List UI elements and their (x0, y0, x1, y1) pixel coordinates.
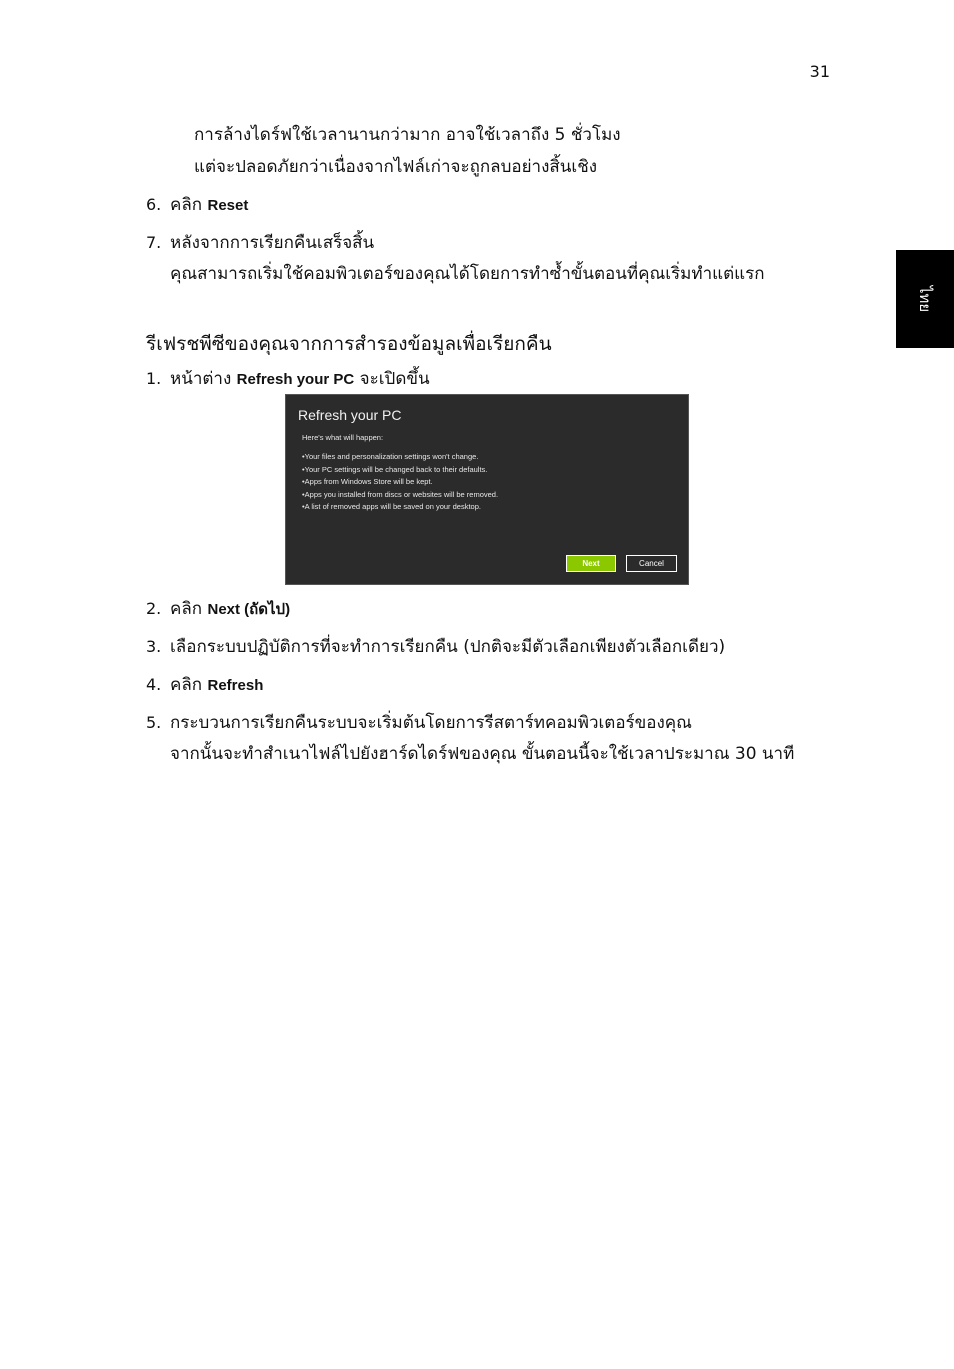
step-text: เลือกระบบปฏิบัติการที่จะทำการเรียกคืน (ปกติจะมีตัวเลือกเพียงตัวเลือกเดียว) (170, 637, 726, 657)
step-suffix: จะเปิดขึ้น (354, 369, 430, 389)
page-number: 31 (809, 62, 830, 81)
dialog-subtitle: Here's what will happen: (302, 433, 384, 442)
step-bold: Next (ถัดไป) (207, 601, 291, 618)
language-tab (896, 250, 954, 348)
step-prefix: คลิก (170, 195, 208, 215)
step-prefix: คลิก (170, 599, 208, 619)
step-number: 3. (146, 637, 162, 656)
step-number: 4. (146, 675, 162, 694)
step-text (170, 194, 248, 217)
intro-line-2: แต่จะปลอดภัยกว่าเนื่องจากไฟล์เก่าจะถูกลบอย่างสิ้นเชิง (194, 157, 598, 177)
step-text (170, 368, 430, 391)
dialog-list-item: • Your files and personalization settings won't change. (302, 451, 498, 464)
cancel-button[interactable]: Cancel (626, 555, 677, 572)
section-heading: รีเฟรชพีซีของคุณจากการสำรองข้อมูลเพื่อเรียกคืน (146, 333, 552, 355)
step-prefix: หน้าต่าง (170, 369, 237, 389)
intro-line-1: การล้างไดร์ฟใช้เวลานานกว่ามาก อาจใช้เวลาถึง 5 ชั่วโมง (194, 125, 621, 145)
step-text (170, 598, 290, 621)
step-bold: Refresh (207, 677, 264, 694)
next-button[interactable]: Next (566, 555, 616, 572)
step-text-line-2: จากนั้นจะทำสำเนาไฟล์ไปยังฮาร์ดไดร์ฟของคุณ ขั้นตอนนี้จะใช้เวลาประมาณ 30 นาที (170, 744, 795, 764)
refresh-pc-dialog (285, 394, 689, 585)
step-text-line-2: คุณสามารถเริ่มใช้คอมพิวเตอร์ของคุณได้โดยการทำซ้ำขั้นตอนที่คุณเริ่มทำแต่แรก (170, 264, 765, 284)
step-prefix: คลิก (170, 675, 208, 695)
step-text: หลังจากการเรียกคืนเสร็จสิ้น (170, 233, 375, 253)
step-number: 6. (146, 195, 162, 214)
dialog-list-item: • A list of removed apps will be saved on your desktop. (302, 501, 498, 514)
dialog-list (302, 451, 498, 514)
step-text (170, 674, 263, 697)
step-number: 2. (146, 599, 162, 618)
dialog-list-item: • Your PC settings will be changed back to their defaults. (302, 464, 498, 477)
step-text: กระบวนการเรียกคืนระบบจะเริ่มต้นโดยการรีสตาร์ทคอมพิวเตอร์ของคุณ (170, 713, 692, 733)
language-tab-label: ไทย (915, 285, 934, 313)
step-bold: Refresh your PC (236, 371, 355, 388)
dialog-title: Refresh your PC (298, 407, 402, 423)
dialog-list-item: • Apps from Windows Store will be kept. (302, 476, 498, 489)
step-number: 7. (146, 233, 162, 252)
step-number: 1. (146, 369, 162, 388)
dialog-list-item: • Apps you installed from discs or websites will be removed. (302, 489, 498, 502)
step-number: 5. (146, 713, 162, 732)
step-bold: Reset (207, 197, 249, 214)
